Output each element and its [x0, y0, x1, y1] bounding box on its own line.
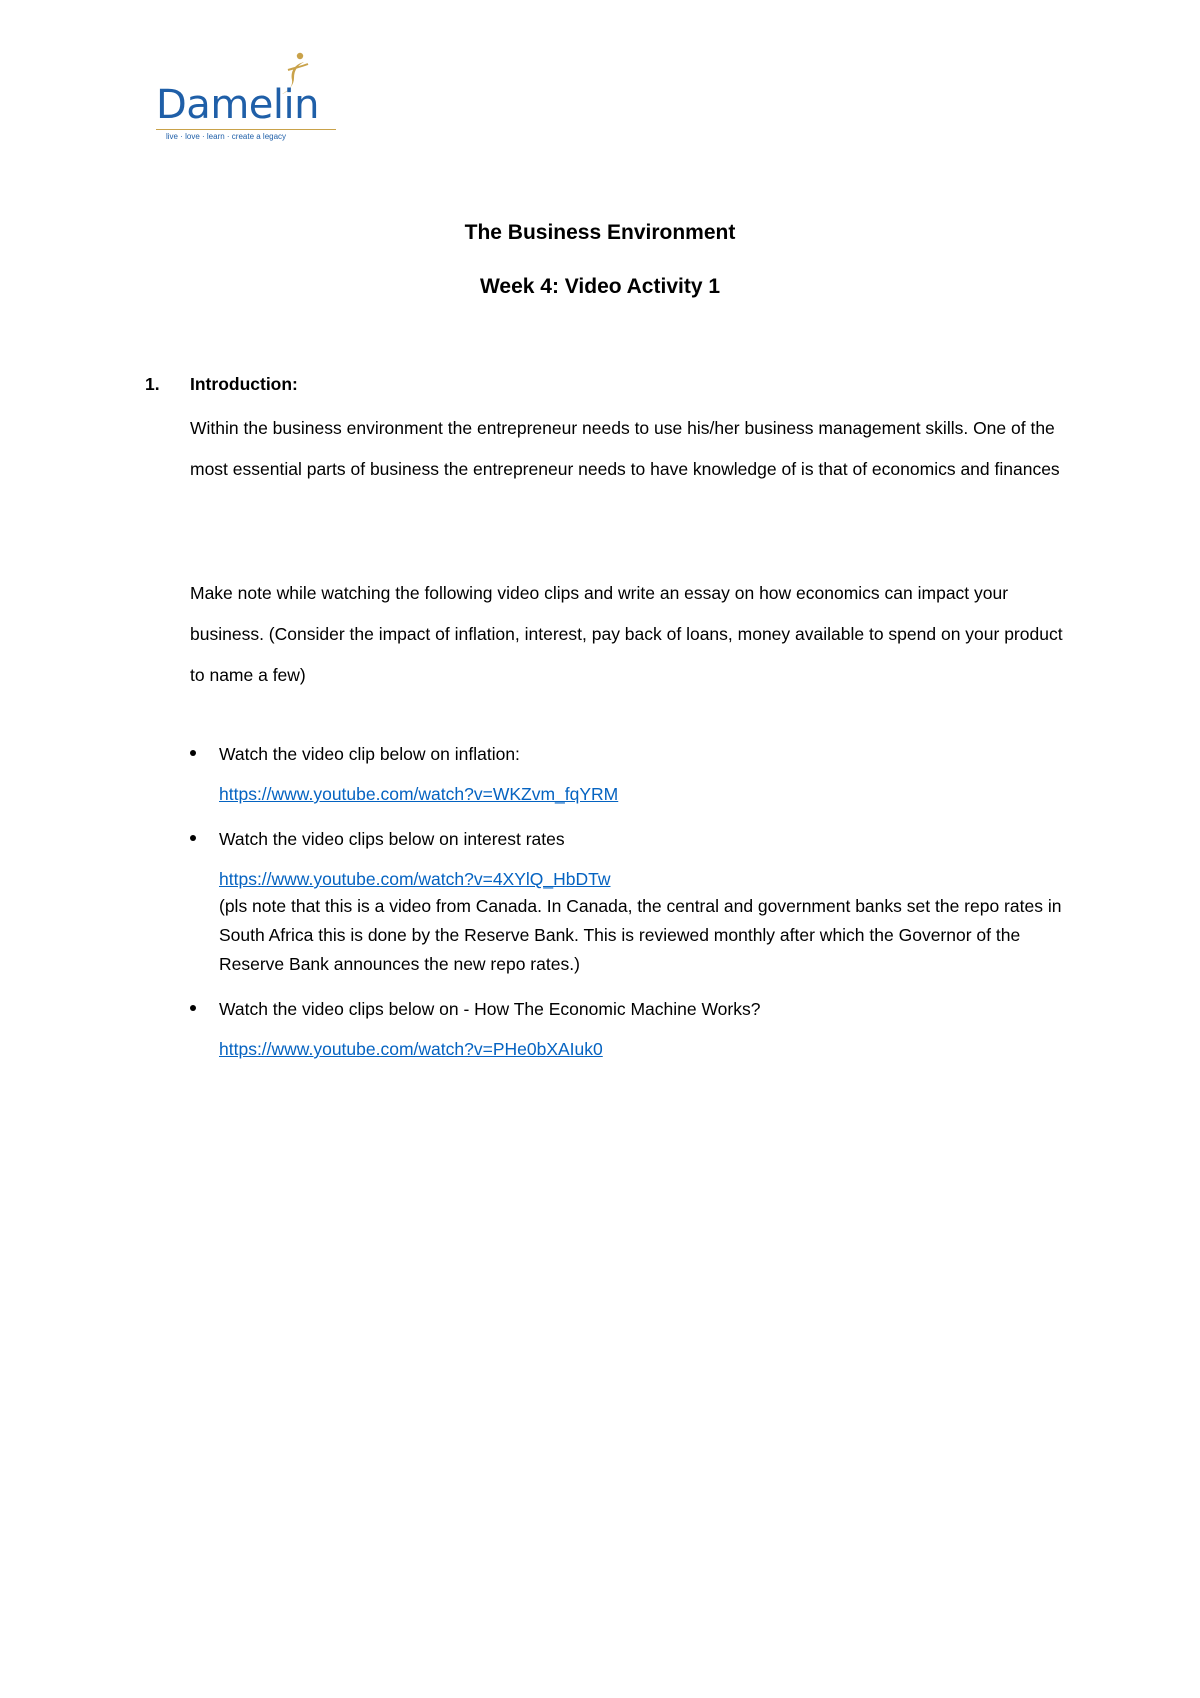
intro-paragraph: Within the business environment the entrepreneur needs to use his/her business management skills. One of the most essential parts of business the entrepreneur needs to have knowledge of is that of economics and finances [190, 418, 1060, 479]
section-number: 1. [145, 374, 160, 394]
list-item [190, 825, 1070, 979]
instruction-paragraph: Make note while watching the following video clips and write an essay on how economics can impact your business. (Consider the impact of inflation, interest, pay back of loans, money available to spend on your product to name a few) [190, 583, 1063, 685]
bullet-icon [190, 750, 196, 756]
logo-divider [156, 129, 336, 130]
damelin-logo [156, 50, 346, 150]
video-list [190, 740, 1070, 1062]
bullet-icon [190, 1005, 196, 1011]
video-link-economic-machine[interactable]: https://www.youtube.com/watch?v=PHe0bXAIuk0 [219, 1039, 603, 1059]
list-item-text: Watch the video clips below on - How The Economic Machine Works? [219, 999, 761, 1019]
video-link-interest-rates[interactable]: https://www.youtube.com/watch?v=4XYlQ_HbDTw [219, 869, 611, 889]
list-item-text: Watch the video clip below on inflation: [219, 744, 520, 764]
document-subtitle: Week 4: Video Activity 1 [479, 275, 721, 298]
list-item [190, 995, 1070, 1062]
logo-wordmark: Damelin [156, 82, 319, 128]
section-heading-text: Introduction: [190, 374, 298, 394]
list-item-text: Watch the video clips below on interest rates [219, 829, 565, 849]
list-item-note: (pls note that this is a video from Canada. In Canada, the central and government banks set the repo rates in South Africa this is done by the Reserve Bank. This is reviewed monthly after which the Governor of the Reserve Bank announces the new repo rates.) [219, 896, 1062, 974]
section-heading [145, 373, 298, 395]
bullet-icon [190, 835, 196, 841]
video-link-inflation[interactable]: https://www.youtube.com/watch?v=WKZvm_fqYRM [219, 784, 619, 804]
logo-tagline: live · love · learn · create a legacy [166, 132, 287, 141]
document-title: The Business Environment [464, 221, 736, 244]
list-item [190, 740, 1070, 807]
